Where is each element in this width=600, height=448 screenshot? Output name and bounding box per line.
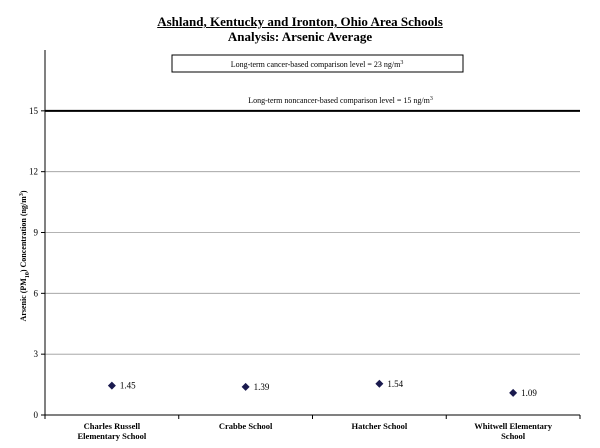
data-label: 1.39	[253, 381, 270, 392]
x-category-label: Whitwell Elementary School	[474, 421, 552, 441]
data-point	[375, 380, 383, 388]
x-category-label: Charles Russell Elementary School	[77, 421, 147, 441]
y-tick-label: 6	[33, 288, 38, 299]
data-point	[108, 382, 116, 390]
data-point	[509, 389, 517, 397]
data-label: 1.45	[119, 380, 136, 391]
y-tick-label: 3	[33, 349, 38, 360]
data-point	[242, 383, 250, 391]
y-axis-label: Arsenic $(PM_{10})$ Concentration $(ng/m^3)$	[19, 190, 31, 322]
x-category-label: Crabbe School	[218, 421, 273, 431]
y-tick-label: 15	[29, 105, 38, 116]
reference-line-label: Long-term noncancer-based comparison level = 15 $ng/m^3$	[248, 95, 433, 105]
y-tick-label: 9	[33, 227, 38, 238]
data-label: 1.09	[521, 387, 537, 398]
y-tick-label: 0	[33, 410, 38, 420]
chart-subtitle: Analysis: Arsenic Average	[227, 29, 373, 44]
y-tick-label: 12	[29, 166, 38, 177]
x-category-label: Hatcher School	[351, 421, 408, 431]
chart-title: Ashland, Kentucky and Ironton, Ohio Area Schools	[157, 14, 443, 29]
data-label: 1.54	[387, 378, 404, 389]
cancer-comparison-label: Long-term cancer-based comparison level = 23 $ng/m^3$	[230, 60, 404, 69]
